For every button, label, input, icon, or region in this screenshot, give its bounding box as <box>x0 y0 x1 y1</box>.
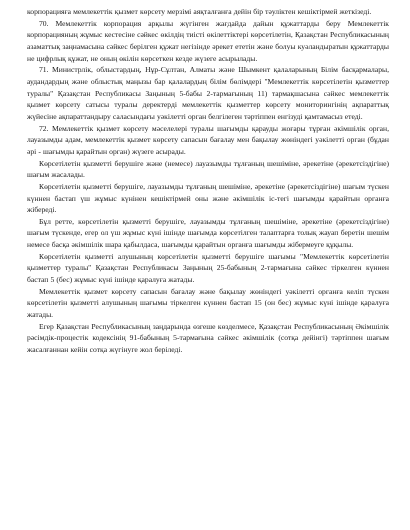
paragraph-72-court: Егер Қазақстан Республикасының заңдарында өзгеше көзделмесе, Қазақстан Республикасының Әкімшілік рәсімдік-процестік кодексінің 91-бабының 5-тармағына сәйкес әкімшілік (сотқа дейінгі) тәртіппен шағым жасалғаннан кейін сотқа жүгінуге жол беріледі. <box>27 321 389 355</box>
paragraph-72-authority-term: Мемлекеттік қызмет көрсету сапасын бағалау және бақылау жөніндегі уәкілетті органға келіп түскен көрсетілетін қызметті алушының шағымы тіркелген күннен бастап 15 (он бес) жұмыс күні ішінде қаралуға жатады. <box>27 286 389 320</box>
paragraph-72-provider-term: Көрсетілетін қызметті алушының көрсетілетін қызметті берушіге шағымы "Мемлекеттік көрсетілетін қызметтер туралы" Қазақстан Республикасы Заңының 25-бабының 2-тармағына сәйкес тіркелген күннен бастап 5 (бес) жұмыс күні ішінде қаралуға жатады. <box>27 251 389 285</box>
paragraph-71: 71. Министрлік, облыстардың, Нұр-Сұлтан, Алматы және Шымкент қалаларының Білім басқармалары, аудандардың және облыстық маңызы бар қалалардың білім бөлімдері "Мемлекеттік көрсетілетін қызметтер туралы" Қазақстан Республикасы Заңының 5-бабы 2-тармағының 11) тармақшасына сәйкес мемлекеттік қызмет көрсету сатысы туралы деректерді мемлекеттік қызметтер көрсету мониторингінің ақпараттық жүйесіне ақпараттандыру саласындағы уәкілетті орган белгілеген тәртіппен енгізуді қамтамасыз етеді. <box>27 65 389 121</box>
paragraph-70: 70. Мемлекеттік корпорация арқылы жүгінген жағдайда дайын құжаттарды беру Мемлекеттік корпорацияның жұмыс кестесіне сәйкес өкілдің тиісті өкілеттіктері көрсетілетін, Қазақстан Республикасының азаматтық заңнамасына сәйкес берілген құжат негізінде әрекет ететін және болуы куәландыратын құжаттарды не цифрлық құжат, не оның өкілін көрсеткен кезде жүзеге асырылады. <box>27 18 389 63</box>
paragraph-72-forwarding: Көрсетілетін қызметті берушіге, лауазымды тұлғаның шешіміне, әрекетіне (әрекетсіздігіне) шағым түскен күннен бастап үш жұмыс күнінен кешіктірмей оны және әкімшілік іс-тегі шағымды қарайтын органға жібереді. <box>27 181 389 215</box>
paragraph-72-exception: Бұл ретте, көрсетілетін қызметті берушіге, лауазымды тұлғаның шешіміне, әрекетіне (әрекетсіздігіне) шағым түскенде, егер ол үш жұмыс күні ішінде шағымда көрсетілген талаптарға толық жауап беретін шешім немесе басқа әкімшілік шара қабылдаса, шағымды қарайтын органға шағымды жібермеуге құқылы. <box>27 216 389 250</box>
paragraph-72-complaint-target: Көрсетілетін қызметті берушіге және (немесе) лауазымды тұлғаның шешіміне, әрекетіне (әрекетсіздігіне) шағым жасалады. <box>27 158 389 180</box>
paragraph-continuation: корпорацияға мемлекеттік қызмет көрсету мерзімі аяқталғанға дейін бір тәуліктен кешіктірмей жеткізеді. <box>27 7 372 16</box>
document-page <box>27 6 389 356</box>
paragraph-72: 72. Мемлекеттік қызмет көрсету мәселелері туралы шағымды қарауды жоғары тұрған әкімшілік орган, лауазымды адам, мемлекеттік қызмет көрсету сапасын бағалау мен бақылау жөніндегі уәкілетті орган (бұдан әрі - шағымды қарайтын орган) жүзеге асырады. <box>27 123 389 156</box>
